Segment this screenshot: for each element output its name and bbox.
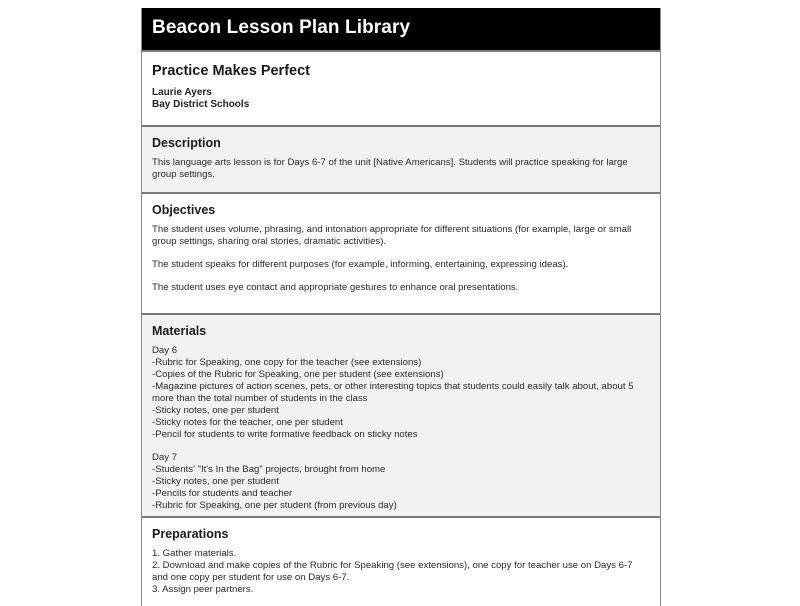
material-item: -Students' "It's In the Bag" projects, brought from home <box>152 464 386 475</box>
lesson-title: Practice Makes Perfect <box>152 63 310 79</box>
lesson-district: Bay District Schools <box>152 99 250 110</box>
material-item: -Magazine pictures of action scenes, pets, or other interesting topics that students could easily talk about, about 5 more than the total number of students in the class <box>152 381 634 404</box>
preparations-section <box>142 516 660 606</box>
objectives-heading: Objectives <box>152 203 216 217</box>
materials-day-6 <box>152 345 650 441</box>
preparation-item: 2. Download and make copies of the Rubric for Speaking (see extensions), one copy for teacher use on Days 6-7 and one copy per student for use on Days 6-7. <box>152 560 633 583</box>
material-item: -Rubric for Speaking, one copy for the teacher (see extensions) <box>152 357 422 368</box>
preparations-heading: Preparations <box>152 527 229 541</box>
description-section <box>142 125 660 192</box>
preparation-item: 1. Gather materials. <box>152 548 237 559</box>
materials-heading: Materials <box>152 324 207 338</box>
description-heading: Description <box>152 136 221 150</box>
objective-item: The student uses volume, phrasing, and intonation appropriate for different situations (for example, large or small group settings, sharing oral stories, dramatic activities). <box>152 224 632 247</box>
material-item: -Sticky notes, one per student <box>152 405 279 416</box>
objectives-section <box>142 192 660 313</box>
description-text: This language arts lesson is for Days 6-7 of the unit [Native Americans]. Students will practice speaking for large group settings. <box>152 157 628 180</box>
objective-item: The student uses eye contact and appropriate gestures to enhance oral presentations. <box>152 282 519 293</box>
site-banner <box>142 8 660 50</box>
material-item: -Rubric for Speaking, one per student (from previous day) <box>152 500 397 511</box>
material-item: -Pencils for students and teacher <box>152 488 293 499</box>
preparation-item: 3. Assign peer partners. <box>152 584 254 595</box>
objective-item: The student speaks for different purposes (for example, informing, entertaining, expressing ideas). <box>152 259 569 270</box>
material-item: -Copies of the Rubric for Speaking, one per student (see extensions) <box>152 369 444 380</box>
material-item: -Pencil for students to write formative feedback on sticky notes <box>152 429 418 440</box>
material-item: -Sticky notes, one per student <box>152 476 279 487</box>
lesson-plan-page <box>141 8 661 606</box>
materials-day-7 <box>152 452 650 512</box>
materials-section <box>142 313 660 516</box>
material-item: -Sticky notes for the teacher, one per student <box>152 417 343 428</box>
day-label: Day 7 <box>152 452 178 463</box>
lesson-author: Laurie Ayers <box>152 87 212 98</box>
day-label: Day 6 <box>152 345 178 356</box>
site-title: Beacon Lesson Plan Library <box>152 17 411 38</box>
lesson-header <box>142 50 660 125</box>
